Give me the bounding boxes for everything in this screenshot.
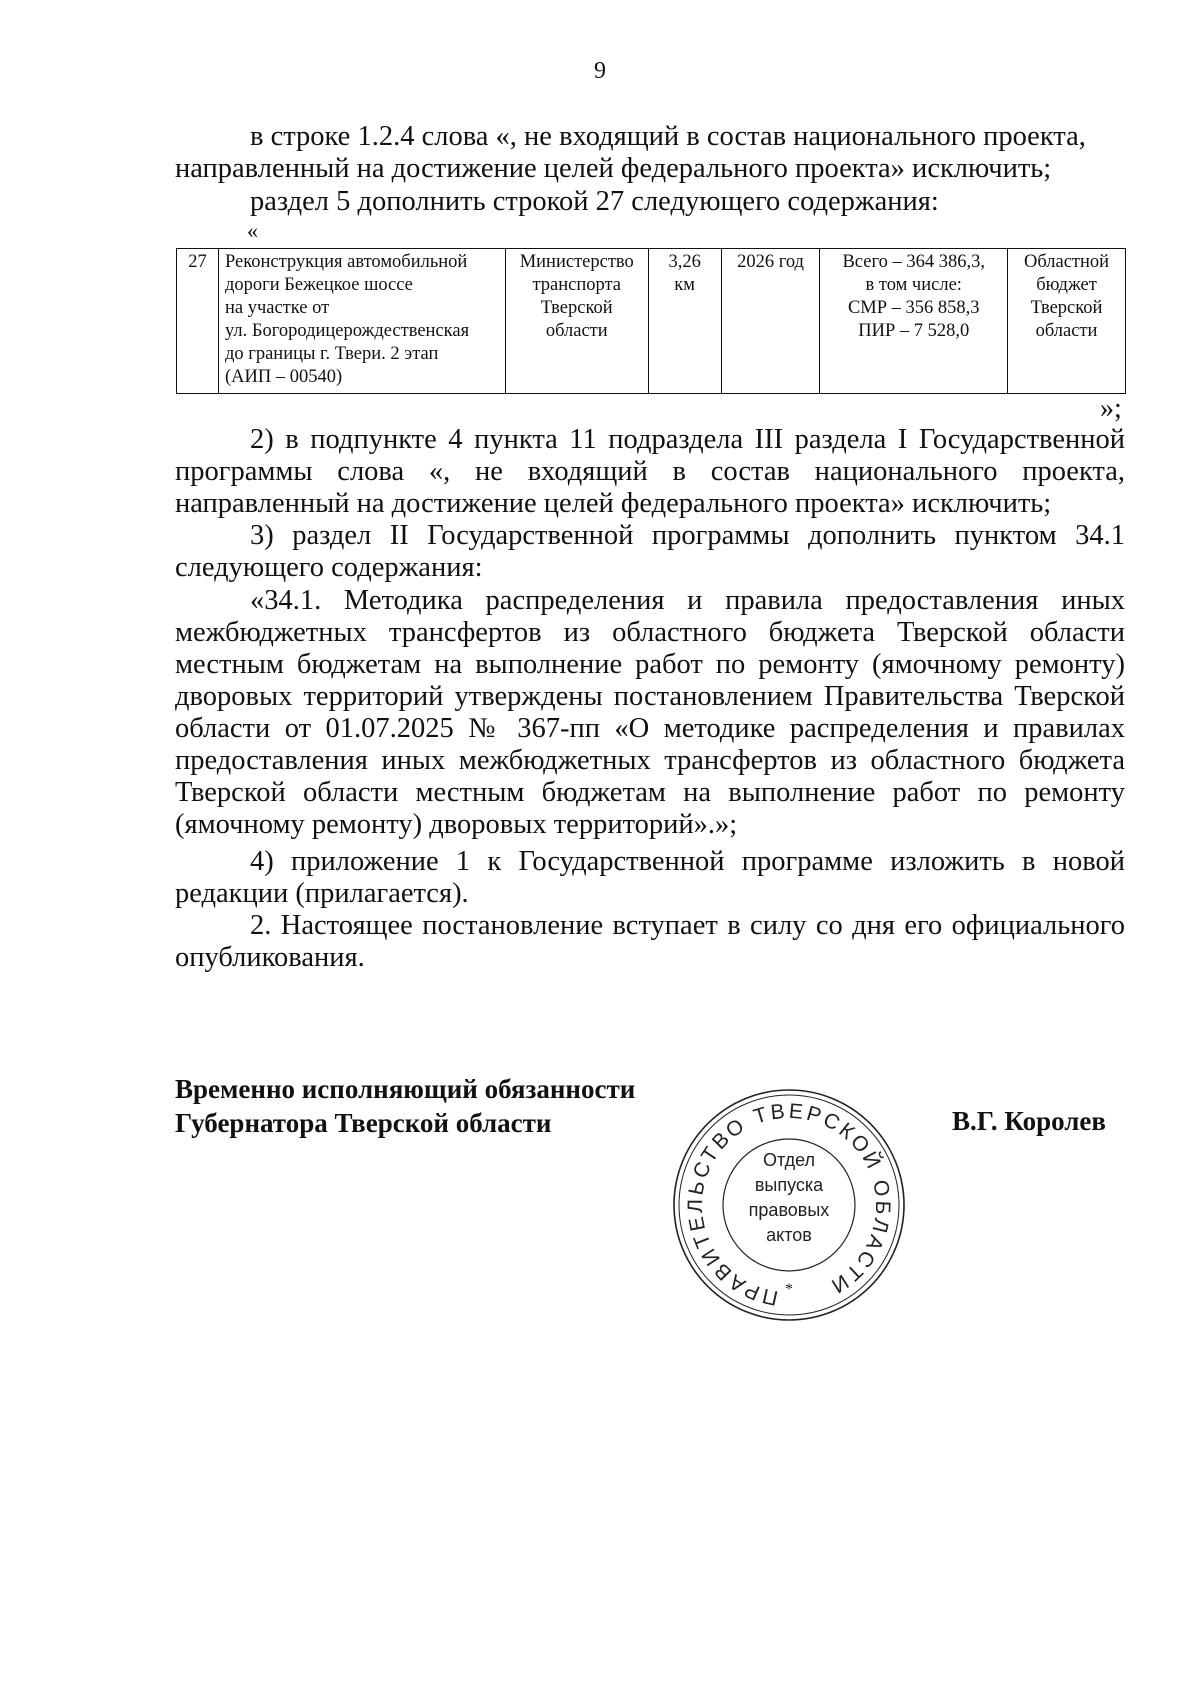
- ministry-line: Министерство: [519, 252, 634, 272]
- source-line: Областной: [1023, 252, 1110, 272]
- year-cell: 2026 год: [721, 249, 820, 394]
- inserted-table-row: [176, 248, 1126, 394]
- object-name-line: (АИП – 00540): [224, 367, 343, 387]
- object-name-line: дороги Бежецкое шоссе: [224, 275, 413, 295]
- length-cell: [648, 249, 721, 394]
- paragraph-line: раздел 5 дополнить строкой 27 следующего содержания:: [250, 186, 939, 217]
- paragraph-item-2: 2) в подпункте 4 пункта 11 подраздела III раздела I Государственной программы слова «, не входящий в состав национального проекта, направленный на достижение целей федерального проекта» исключить;: [175, 424, 1125, 519]
- object-name-line: ул. Богородицерождественская: [224, 321, 470, 341]
- page-number: 9: [594, 58, 606, 84]
- signatory-name: В.Г. Королев: [952, 1106, 1106, 1136]
- ministry-line: транспорта: [532, 275, 622, 295]
- object-name-line: до границы г. Твери. 2 этап: [224, 344, 439, 364]
- ministry-cell: [505, 249, 648, 394]
- paragraph-34-1: «34.1. Методика распределения и правила предоставления иных межбюджетных трансфертов из областного бюджета Тверской области местным бюджетам на выполнение работ по ремонту (ямочному ремонту) дворовых территорий утверждены постановлением Правительства Тверской области от 01.07.2025 № 367-пп «О методике распределения и правилах предоставления иных межбюджетных трансфертов из областного бюджета Тверской области местным бюджетам на выполнение работ по ремонту (ямочному ремонту) дворовых территорий».»;: [175, 585, 1125, 840]
- signatory-position-line: Губернатора Тверской области: [175, 1108, 552, 1138]
- close-quote-mark: »;: [1100, 393, 1122, 424]
- seal-ring-text: ПРАВИТЕЛЬСТВО ТВЕРСКОЙ ОБЛАСТИ: [683, 1099, 895, 1310]
- length-value: 3,26: [668, 252, 701, 272]
- object-name-line: Реконструкция автомобильной: [224, 252, 468, 272]
- paragraph-line: направленный на достижение целей федерального проекта» исключить;: [175, 153, 1052, 184]
- seal-inner-line: Отдел: [762, 1150, 816, 1170]
- row-number-cell: 27: [177, 249, 219, 394]
- seal-inner-line: правовых: [748, 1200, 830, 1220]
- cost-line: в том числе:: [865, 275, 962, 295]
- ministry-line: Тверской: [540, 298, 613, 318]
- source-line: области: [1035, 321, 1098, 341]
- source-line: бюджет: [1036, 275, 1097, 295]
- paragraph-item-4: 4) приложение 1 к Государственной программе изложить в новой редакции (прилагается).: [175, 846, 1125, 909]
- paragraph-item-3: 3) раздел II Государственной программы дополнить пунктом 34.1 следующего содержания:: [175, 520, 1125, 583]
- signatory-position-line: Временно исполняющий обязанности: [175, 1074, 636, 1104]
- seal-inner-line: актов: [766, 1225, 812, 1245]
- signatory-position: [175, 1072, 635, 1140]
- object-name-cell: [218, 249, 505, 394]
- length-unit: км: [674, 275, 695, 295]
- cost-line: ПИР – 7 528,0: [858, 321, 970, 341]
- seal-star: *: [785, 1281, 793, 1298]
- paragraph-line: в строке 1.2.4 слова «, не входящий в состав национального проекта,: [250, 121, 1086, 152]
- paragraph-effective-date: 2. Настоящее постановление вступает в силу со дня его официального опубликования.: [175, 910, 1125, 973]
- cost-line: СМР – 356 858,3: [847, 298, 980, 318]
- object-name-line: на участке от: [224, 298, 330, 318]
- cost-cell: [820, 249, 1008, 394]
- funding-source-cell: [1008, 249, 1126, 394]
- source-line: Тверской: [1030, 298, 1103, 318]
- ministry-line: области: [545, 321, 608, 341]
- cost-line: Всего – 364 386,3,: [842, 252, 985, 272]
- seal-inner-text: [672, 1148, 906, 1248]
- table-row: [177, 249, 1126, 394]
- open-quote-mark: «: [247, 218, 258, 243]
- seal-inner-line: выпуска: [754, 1175, 824, 1195]
